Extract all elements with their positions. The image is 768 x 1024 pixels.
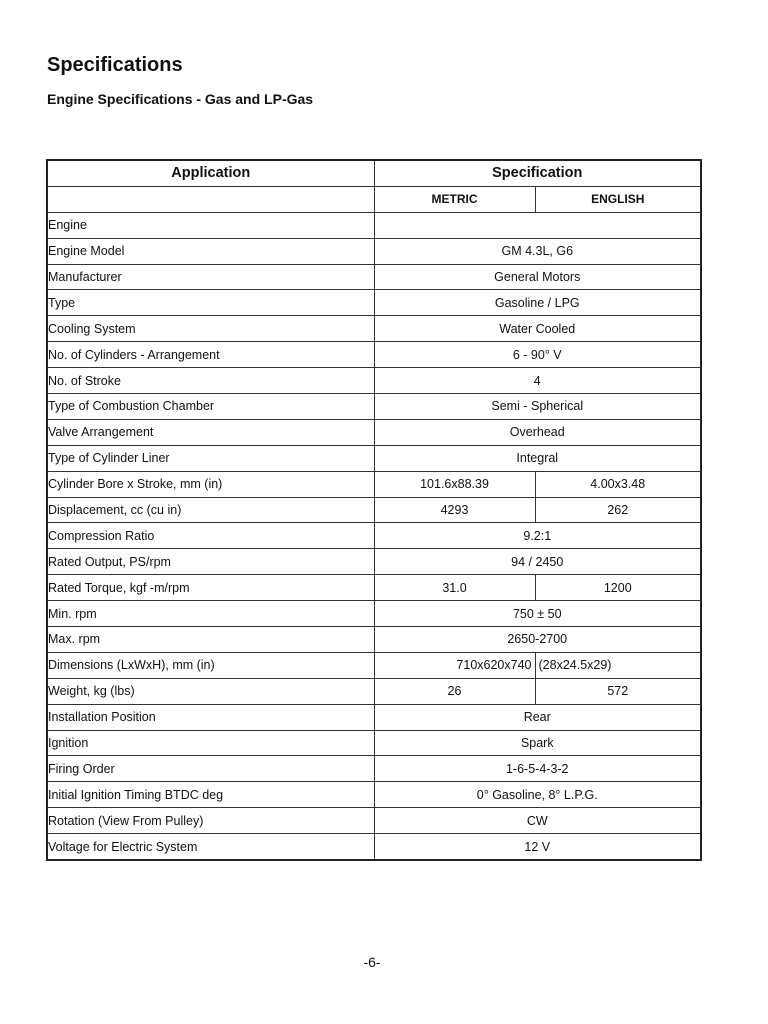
table-row bbox=[47, 808, 701, 834]
row-english-value: 262 bbox=[535, 497, 701, 523]
row-value: 0° Gasoline, 8° L.P.G. bbox=[374, 782, 701, 808]
table-row bbox=[47, 627, 701, 653]
engine-spec-table bbox=[46, 159, 702, 861]
row-value: 750 ± 50 bbox=[374, 601, 701, 627]
row-value: GM 4.3L, G6 bbox=[374, 238, 701, 264]
row-label: Rotation (View From Pulley) bbox=[47, 808, 374, 834]
row-value: CW bbox=[374, 808, 701, 834]
table-row bbox=[47, 601, 701, 627]
row-value: 1-6-5-4-3-2 bbox=[374, 756, 701, 782]
row-label: Weight, kg (lbs) bbox=[47, 678, 374, 704]
row-value: Rear bbox=[374, 704, 701, 730]
row-value: Integral bbox=[374, 445, 701, 471]
row-value: 12 V bbox=[374, 834, 701, 860]
row-label: No. of Stroke bbox=[47, 368, 374, 394]
row-metric-value: 710x620x740 bbox=[374, 652, 535, 678]
header-metric: METRIC bbox=[374, 186, 535, 212]
table-row bbox=[47, 471, 701, 497]
header-specification: Specification bbox=[374, 160, 701, 186]
row-label: Installation Position bbox=[47, 704, 374, 730]
table-row bbox=[47, 834, 701, 860]
row-label: Cylinder Bore x Stroke, mm (in) bbox=[47, 471, 374, 497]
row-metric-value: 26 bbox=[374, 678, 535, 704]
row-value: 4 bbox=[374, 368, 701, 394]
row-value: 6 - 90° V bbox=[374, 342, 701, 368]
row-label: Initial Ignition Timing BTDC deg bbox=[47, 782, 374, 808]
section-blank-cell bbox=[374, 212, 701, 238]
table-row bbox=[47, 652, 701, 678]
table-row bbox=[47, 368, 701, 394]
header-english: ENGLISH bbox=[535, 186, 701, 212]
page-title: Specifications bbox=[47, 54, 183, 76]
row-label: Dimensions (LxWxH), mm (in) bbox=[47, 652, 374, 678]
table-row bbox=[47, 394, 701, 420]
table-row bbox=[47, 445, 701, 471]
table-row bbox=[47, 678, 701, 704]
row-english-value: 4.00x3.48 bbox=[535, 471, 701, 497]
row-value: Gasoline / LPG bbox=[374, 290, 701, 316]
row-label: Type bbox=[47, 290, 374, 316]
row-value: 2650-2700 bbox=[374, 627, 701, 653]
row-metric-value: 4293 bbox=[374, 497, 535, 523]
row-metric-value: 31.0 bbox=[374, 575, 535, 601]
table-row bbox=[47, 523, 701, 549]
row-label: Min. rpm bbox=[47, 601, 374, 627]
table-row bbox=[47, 782, 701, 808]
section-label: Engine bbox=[47, 212, 374, 238]
table-header-row bbox=[47, 160, 701, 186]
row-value: Overhead bbox=[374, 419, 701, 445]
row-label: Cooling System bbox=[47, 316, 374, 342]
row-english-value: 1200 bbox=[535, 575, 701, 601]
section-row-engine bbox=[47, 212, 701, 238]
row-label: Rated Torque, kgf -m/rpm bbox=[47, 575, 374, 601]
page-number: -6- bbox=[363, 954, 381, 970]
table-row bbox=[47, 316, 701, 342]
row-label: Max. rpm bbox=[47, 627, 374, 653]
row-value: General Motors bbox=[374, 264, 701, 290]
row-label: Firing Order bbox=[47, 756, 374, 782]
row-english-value: 572 bbox=[535, 678, 701, 704]
row-label: Type of Combustion Chamber bbox=[47, 394, 374, 420]
row-label: Voltage for Electric System bbox=[47, 834, 374, 860]
row-label: No. of Cylinders - Arrangement bbox=[47, 342, 374, 368]
table-row bbox=[47, 264, 701, 290]
row-label: Type of Cylinder Liner bbox=[47, 445, 374, 471]
table-row bbox=[47, 419, 701, 445]
table-row bbox=[47, 290, 701, 316]
row-value: Semi - Spherical bbox=[374, 394, 701, 420]
table-row bbox=[47, 342, 701, 368]
row-label: Engine Model bbox=[47, 238, 374, 264]
row-english-value: (28x24.5x29) bbox=[535, 652, 701, 678]
row-label: Rated Output, PS/rpm bbox=[47, 549, 374, 575]
row-label: Ignition bbox=[47, 730, 374, 756]
table-subheader-row bbox=[47, 186, 701, 212]
subheader-blank-cell bbox=[47, 186, 374, 212]
row-value: 94 / 2450 bbox=[374, 549, 701, 575]
row-label: Compression Ratio bbox=[47, 523, 374, 549]
header-application: Application bbox=[47, 160, 374, 186]
row-metric-value: 101.6x88.39 bbox=[374, 471, 535, 497]
table-row bbox=[47, 730, 701, 756]
row-label: Valve Arrangement bbox=[47, 419, 374, 445]
table-row bbox=[47, 549, 701, 575]
table-row bbox=[47, 575, 701, 601]
row-label: Manufacturer bbox=[47, 264, 374, 290]
row-value: Spark bbox=[374, 730, 701, 756]
row-label: Displacement, cc (cu in) bbox=[47, 497, 374, 523]
table-row bbox=[47, 497, 701, 523]
table-row bbox=[47, 756, 701, 782]
row-value: 9.2:1 bbox=[374, 523, 701, 549]
table-row bbox=[47, 238, 701, 264]
row-value: Water Cooled bbox=[374, 316, 701, 342]
page-subtitle: Engine Specifications - Gas and LP-Gas bbox=[47, 91, 314, 107]
table-row bbox=[47, 704, 701, 730]
